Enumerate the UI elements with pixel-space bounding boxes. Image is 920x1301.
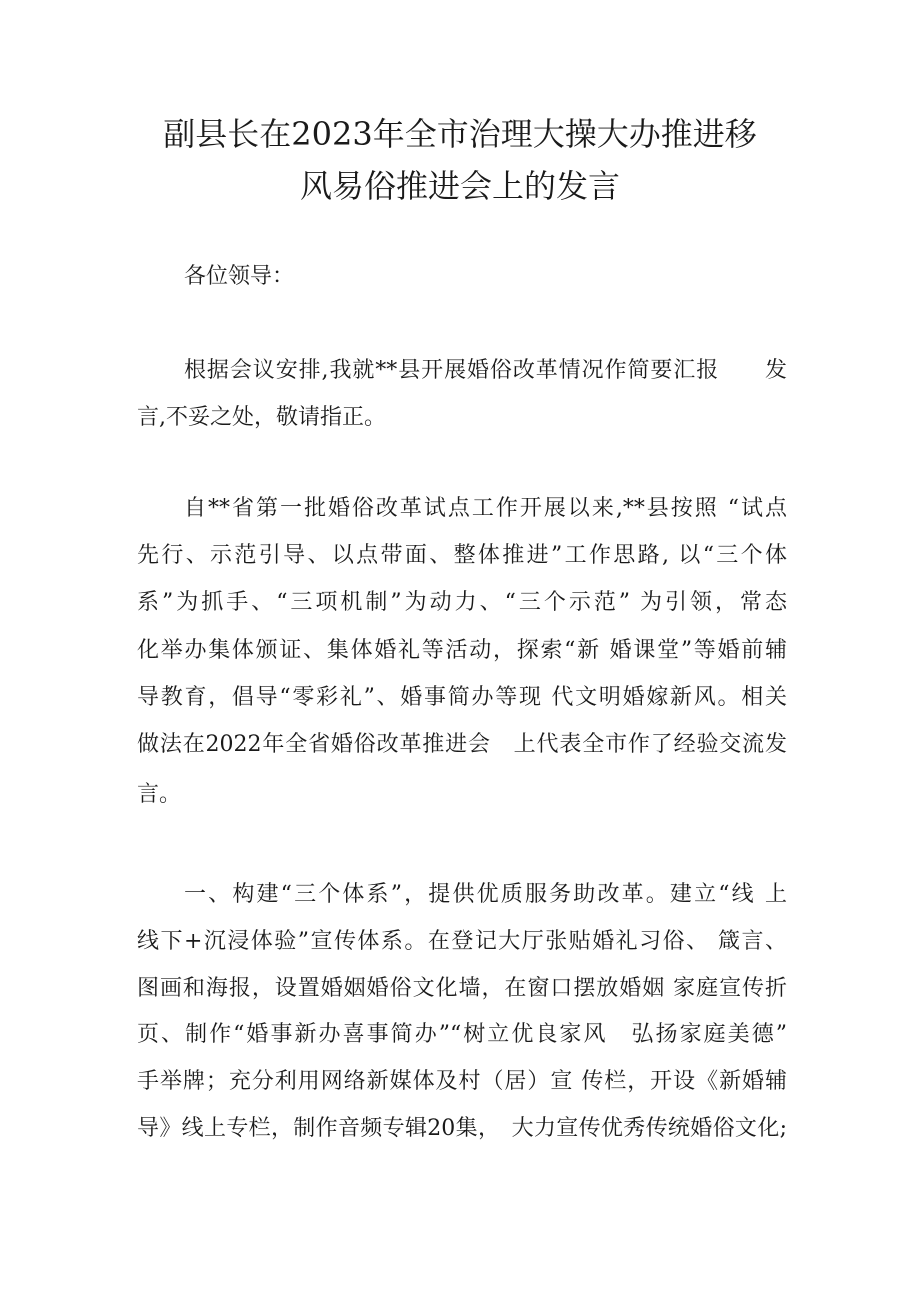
paragraph-line: 化举办集体颁证、集体婚礼等活动，探索“新 婚课堂”等婚前辅 [137,638,787,663]
document-title [100,108,820,212]
paragraph-line: 手举牌；充分利用网络新媒体及村（居）宣 传栏，开设《新婚辅 [137,1069,787,1094]
paragraph-line: 导》线上专栏，制作音频专辑20集， 大力宣传优秀传统婚俗文化; [137,1116,787,1141]
title-line-1: 副县长在2023年全市治理大操大办推进移 [163,115,757,153]
paragraph-line: 导教育，倡导“零彩礼”、婚事简办等现 代文明婚嫁新风。相关 [137,685,787,710]
paragraph-line: 言,不妥之处，敬请指正。 [137,405,386,430]
paragraph-line: 言。 [137,782,182,807]
paragraph-line: 一、构建“三个体系”，提供优质服务助改革。建立“线 上 [184,882,787,907]
paragraph-line: 系”为抓手、“三项机制”为动力、“三个示范” 为引领，常态 [137,590,787,615]
paragraph-line: 做法在2022年全省婚俗改革推进会 上代表全市作了经验交流发 [137,732,787,757]
paragraph-line: 根据会议安排,我就**县开展婚俗改革情况作简要汇报 发 [184,358,787,383]
paragraph-line: 图画和海报，设置婚姻婚俗文化墙，在窗口摆放婚姻 家庭宣传折 [137,976,787,1001]
paragraph-line: 自**省第一批婚俗改革试点工作开展以来,**县按照 “试点 [184,496,787,521]
paragraph-line: 先行、示范引导、以点带面、整体推进”工作思路, 以“三个体 [137,543,787,568]
salutation: 各位领导： [184,264,295,289]
paragraph-line: 页、制作“婚事新办喜事简办”“树立优良家风 弘扬家庭美德” [137,1022,787,1047]
title-line-2: 风易俗推进会上的发言 [299,167,620,205]
paragraph-line: 线下+沉浸体验”宣传体系。在登记大厅张贴婚礼习俗、 箴言、 [137,929,787,954]
